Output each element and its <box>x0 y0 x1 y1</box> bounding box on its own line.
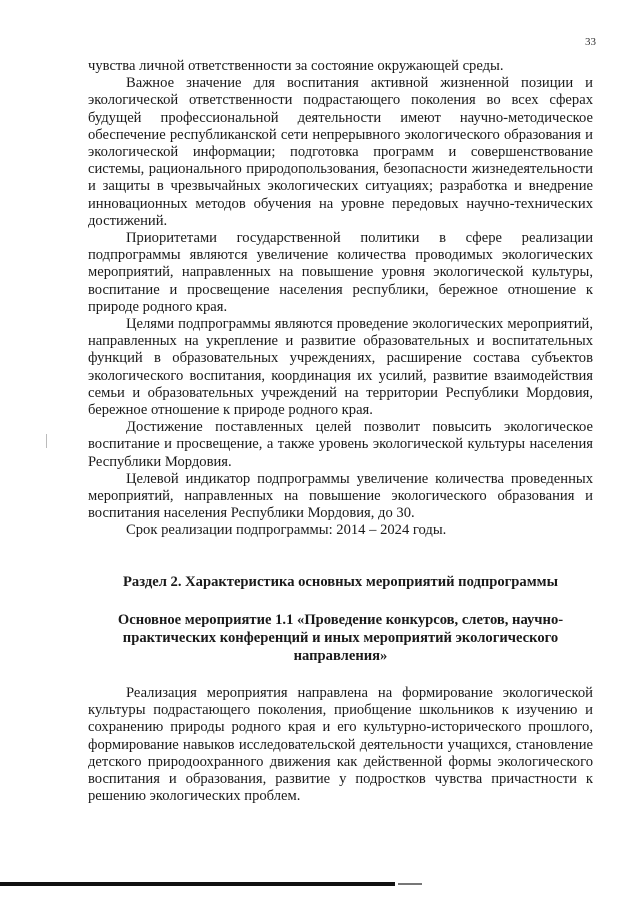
footer-scan-dash <box>398 883 422 885</box>
paragraph-continuation: чувства личной ответственности за состояние окружающей среды. <box>88 58 504 74</box>
section-heading: Раздел 2. Характеристика основных мероприятий подпрограммы <box>123 573 558 590</box>
paragraph-measure-description: Реализация мероприятия направлена на формирование экологической культуры подрастающего поколения, приобщение школьников к изучению и сохранению природы родного края и его культурно-исторического прошлого, формирование навыков исследовательской деятельности учащихся, становление детского природоохранного движения как действенной формы экологического воспитания и образования, развитие у подростков чувства причастности к решению экологических проблем. <box>88 684 593 805</box>
paragraph-priorities: Приоритетами государственной политики в сфере реализации подпрограммы являются увеличение количества проводимых экологических мероприятий, направленных на повышение уровня экологической культуры, воспитание и просвещение населения республики, бережное отношение к природе родного края. <box>88 230 593 315</box>
paragraph-implementation-period: Срок реализации подпрограммы: 2014 – 2024 годы. <box>126 522 447 539</box>
page-body <box>88 58 593 805</box>
paragraph-importance: Важное значение для воспитания активной жизненной позиции и экологической ответственности подрастающего поколения во всех сферах будущей профессиональной деятельности имеют научно-методическое обеспечение республиканской сети непрерывного экологического образования и экологической информации; подготовка программ и совершенствование системы, рационального природопользования, безопасности жизнедеятельности и защиты в чрезвычайных экологических ситуациях; разработка и внедрение инновационных методов обучения на уровне передовых научно-технических достижений. <box>88 75 593 229</box>
measure-heading: Основное мероприятие 1.1 «Проведение конкурсов, слетов, научно-практических конференций и иных мероприятий экологического направления» <box>117 611 564 664</box>
footer-scan-line <box>0 882 395 886</box>
paragraph-goals: Целями подпрограммы являются проведение экологических мероприятий, направленных на укрепление и развитие образовательных и воспитательных функций в образовательных учреждениях, расширение состава субъектов экологического воспитания, координация их усилий, развитие взаимодействия семьи и образовательных учреждений на территории Республики Мордовия, бережное отношение к природе родного края. <box>88 316 593 419</box>
page-number: 33 <box>585 36 596 48</box>
margin-scan-mark <box>46 434 47 448</box>
paragraph-target-indicator: Целевой индикатор подпрограммы увеличение количества проведенных мероприятий, направленных на повышение экологического образования и воспитания населения Республики Мордовия, до 30. <box>88 470 593 522</box>
paragraph-achievement: Достижение поставленных целей позволит повысить экологическое воспитание и просвещение, а также уровень экологической культуры населения Республики Мордовия. <box>88 419 593 470</box>
